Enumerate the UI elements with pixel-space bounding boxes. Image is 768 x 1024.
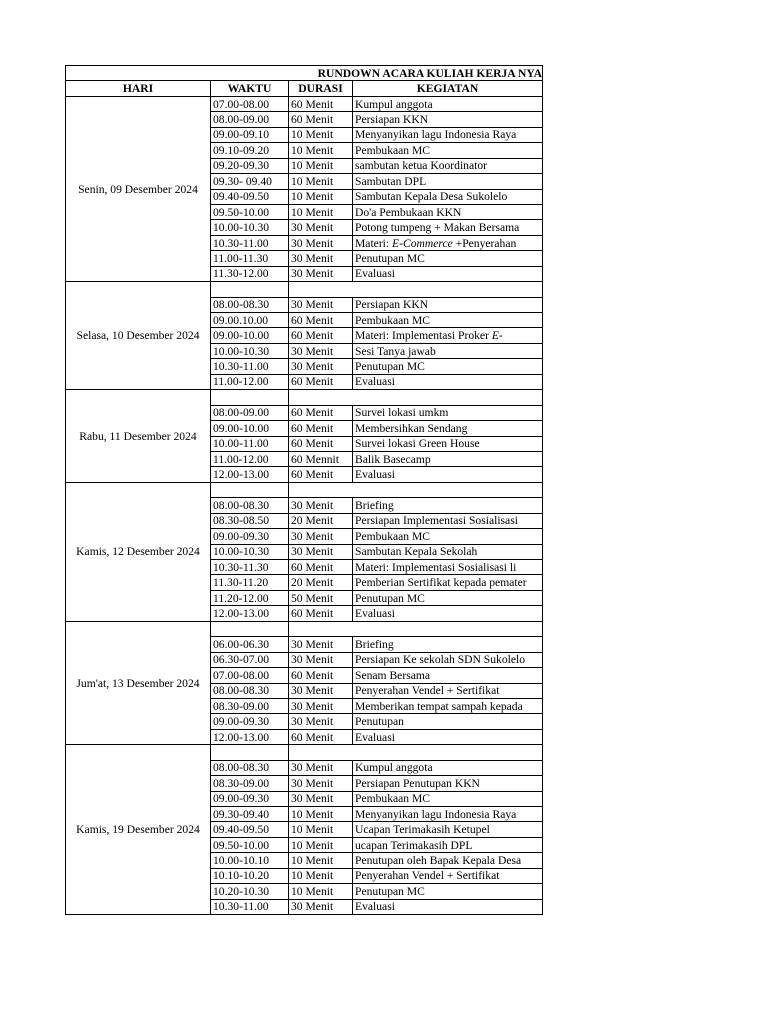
activity-cell bbox=[353, 328, 543, 343]
duration-cell: 30 Menit bbox=[289, 791, 353, 806]
time-cell: 09.20-09.30 bbox=[211, 158, 289, 173]
empty-cell bbox=[211, 282, 289, 297]
time-cell: 08.30-08.50 bbox=[211, 513, 289, 528]
activity-cell: Membersihkan Sendang bbox=[353, 421, 543, 436]
time-cell: 07.00-08.00 bbox=[211, 668, 289, 683]
day-label: Selasa, 10 Desember 2024 bbox=[66, 282, 211, 390]
empty-cell bbox=[211, 390, 289, 405]
activity-cell: Evaluasi bbox=[353, 467, 543, 482]
time-cell: 08.00-09.00 bbox=[211, 112, 289, 127]
duration-cell: 20 Menit bbox=[289, 575, 353, 590]
activity-cell: Materi: Implementasi Sosialisasi li bbox=[353, 560, 543, 575]
duration-cell: 50 Menit bbox=[289, 590, 353, 605]
activity-cell: Evaluasi bbox=[353, 374, 543, 389]
duration-cell: 60 Menit bbox=[289, 729, 353, 744]
time-cell: 10.00-11.00 bbox=[211, 436, 289, 451]
empty-cell bbox=[289, 745, 353, 760]
time-cell: 10.00-10.30 bbox=[211, 220, 289, 235]
title-row bbox=[66, 66, 543, 81]
duration-cell: 30 Menit bbox=[289, 251, 353, 266]
activity-cell: Menyanyikan lagu Indonesia Raya bbox=[353, 807, 543, 822]
duration-cell: 10 Menit bbox=[289, 853, 353, 868]
duration-cell: 60 Menit bbox=[289, 668, 353, 683]
duration-cell: 30 Menit bbox=[289, 359, 353, 374]
duration-cell: 30 Menit bbox=[289, 652, 353, 667]
activity-cell: Penutupan MC bbox=[353, 251, 543, 266]
activity-cell: Evaluasi bbox=[353, 266, 543, 281]
activity-cell: Sambutan Kepala Sekolah bbox=[353, 544, 543, 559]
activity-cell: Sambutan Kepala Desa Sukolelo bbox=[353, 189, 543, 204]
activity-cell: Persiapan Implementasi Sosialisasi bbox=[353, 513, 543, 528]
activity-cell: Evaluasi bbox=[353, 606, 543, 621]
empty-cell bbox=[353, 282, 543, 297]
time-cell: 09.00-09.30 bbox=[211, 714, 289, 729]
activity-cell: sambutan ketua Koordinator bbox=[353, 158, 543, 173]
duration-cell: 30 Menit bbox=[289, 343, 353, 358]
header-durasi: DURASI bbox=[289, 81, 353, 96]
time-cell: 10.30-11.30 bbox=[211, 560, 289, 575]
time-cell: 12.00-13.00 bbox=[211, 729, 289, 744]
activity-cell: Do'a Pembukaan KKN bbox=[353, 204, 543, 219]
activity-text: +Penyerahan bbox=[452, 236, 517, 250]
duration-cell: 10 Menit bbox=[289, 837, 353, 852]
activity-cell: Evaluasi bbox=[353, 729, 543, 744]
activity-cell: Pembukaan MC bbox=[353, 791, 543, 806]
time-cell: 08.00-08.30 bbox=[211, 683, 289, 698]
empty-cell bbox=[289, 621, 353, 636]
empty-cell bbox=[353, 621, 543, 636]
activity-cell: Menyanyikan lagu Indonesia Raya bbox=[353, 127, 543, 142]
duration-cell: 60 Menit bbox=[289, 560, 353, 575]
duration-cell: 10 Menit bbox=[289, 884, 353, 899]
time-cell: 08.30-09.00 bbox=[211, 698, 289, 713]
day-label: Kamis, 19 Desember 2024 bbox=[66, 745, 211, 915]
time-cell: 08.00-08.30 bbox=[211, 297, 289, 312]
header-hari: HARI bbox=[66, 81, 211, 96]
time-cell: 09.10-09.20 bbox=[211, 143, 289, 158]
day-label: Jum'at, 13 Desember 2024 bbox=[66, 621, 211, 745]
duration-cell: 10 Menit bbox=[289, 868, 353, 883]
duration-cell: 10 Menit bbox=[289, 143, 353, 158]
duration-cell: 60 Menit bbox=[289, 467, 353, 482]
day-separator-row bbox=[66, 282, 543, 297]
time-cell: 10.00-10.30 bbox=[211, 544, 289, 559]
time-cell: 12.00-13.00 bbox=[211, 606, 289, 621]
duration-cell: 30 Menit bbox=[289, 266, 353, 281]
time-cell: 06.00-06.30 bbox=[211, 637, 289, 652]
rundown-body bbox=[66, 66, 543, 915]
duration-cell: 10 Menit bbox=[289, 158, 353, 173]
activity-cell: Pemberian Sertifikat kepada pemater bbox=[353, 575, 543, 590]
activity-cell: Kumpul anggota bbox=[353, 96, 543, 111]
activity-text: Materi: Implementasi Proker bbox=[355, 329, 492, 343]
activity-cell: Penutupan oleh Bapak Kepala Desa bbox=[353, 853, 543, 868]
activity-text: Materi: bbox=[355, 236, 393, 250]
duration-cell: 60 Menit bbox=[289, 421, 353, 436]
time-cell: 11.20-12.00 bbox=[211, 590, 289, 605]
activity-cell: Kumpul anggota bbox=[353, 760, 543, 775]
duration-cell: 30 Menit bbox=[289, 529, 353, 544]
time-cell: 08.00-09.00 bbox=[211, 405, 289, 420]
time-cell: 09.00-10.00 bbox=[211, 328, 289, 343]
empty-cell bbox=[211, 621, 289, 636]
day-label: Kamis, 12 Desember 2024 bbox=[66, 482, 211, 621]
activity-cell: Memberikan tempat sampah kepada bbox=[353, 698, 543, 713]
empty-cell bbox=[211, 482, 289, 497]
time-cell: 12.00-13.00 bbox=[211, 467, 289, 482]
header-waktu: WAKTU bbox=[211, 81, 289, 96]
empty-cell bbox=[353, 390, 543, 405]
duration-cell: 30 Menit bbox=[289, 776, 353, 791]
duration-cell: 30 Menit bbox=[289, 544, 353, 559]
time-cell: 11.00-12.00 bbox=[211, 451, 289, 466]
header-kegiatan: KEGIATAN bbox=[353, 81, 543, 96]
empty-cell bbox=[353, 482, 543, 497]
duration-cell: 10 Menit bbox=[289, 127, 353, 142]
activity-cell: Persiapan KKN bbox=[353, 297, 543, 312]
time-cell: 09.00.10.00 bbox=[211, 313, 289, 328]
time-cell: 10.00-10.10 bbox=[211, 853, 289, 868]
duration-cell: 30 Menit bbox=[289, 899, 353, 914]
time-cell: 09.00-09.30 bbox=[211, 529, 289, 544]
activity-italic-text: E- bbox=[491, 329, 503, 343]
activity-cell: Briefing bbox=[353, 498, 543, 513]
activity-cell: Pembukaan MC bbox=[353, 143, 543, 158]
activity-cell: Briefing bbox=[353, 637, 543, 652]
activity-cell: Survei lokasi Green House bbox=[353, 436, 543, 451]
duration-cell: 30 Menit bbox=[289, 235, 353, 250]
activity-cell: Persiapan Penutupan KKN bbox=[353, 776, 543, 791]
schedule-row bbox=[66, 96, 543, 111]
activity-cell: Balik Basecamp bbox=[353, 451, 543, 466]
duration-cell: 30 Menit bbox=[289, 760, 353, 775]
activity-cell: Potong tumpeng + Makan Bersama bbox=[353, 220, 543, 235]
duration-cell: 60 Menit bbox=[289, 606, 353, 621]
activity-cell: Evaluasi bbox=[353, 899, 543, 914]
duration-cell: 30 Menit bbox=[289, 297, 353, 312]
duration-cell: 60 Menit bbox=[289, 405, 353, 420]
duration-cell: 10 Menit bbox=[289, 174, 353, 189]
activity-cell: Penutupan bbox=[353, 714, 543, 729]
activity-cell: Pembukaan MC bbox=[353, 313, 543, 328]
duration-cell: 30 Menit bbox=[289, 637, 353, 652]
header-row bbox=[66, 81, 543, 96]
duration-cell: 30 Menit bbox=[289, 683, 353, 698]
time-cell: 09.50-10.00 bbox=[211, 837, 289, 852]
time-cell: 09.40-09.50 bbox=[211, 822, 289, 837]
activity-cell: ucapan Terimakasih DPL bbox=[353, 837, 543, 852]
empty-cell bbox=[211, 745, 289, 760]
time-cell: 11.00-11.30 bbox=[211, 251, 289, 266]
activity-cell bbox=[353, 235, 543, 250]
duration-cell: 10 Menit bbox=[289, 822, 353, 837]
activity-cell: Sesi Tanya jawab bbox=[353, 343, 543, 358]
empty-cell bbox=[353, 745, 543, 760]
duration-cell: 10 Menit bbox=[289, 189, 353, 204]
empty-cell bbox=[289, 390, 353, 405]
activity-cell: Penutupan MC bbox=[353, 884, 543, 899]
day-label: Senin, 09 Desember 2024 bbox=[66, 96, 211, 281]
time-cell: 10.30-11.00 bbox=[211, 359, 289, 374]
rundown-table bbox=[65, 65, 543, 915]
day-separator-row bbox=[66, 482, 543, 497]
time-cell: 09.30-09.40 bbox=[211, 807, 289, 822]
activity-cell: Penutupan MC bbox=[353, 359, 543, 374]
time-cell: 06.30-07.00 bbox=[211, 652, 289, 667]
time-cell: 09.50-10.00 bbox=[211, 204, 289, 219]
time-cell: 07.00-08.00 bbox=[211, 96, 289, 111]
activity-italic-text: E-Commerce bbox=[392, 236, 453, 250]
time-cell: 10.30-11.00 bbox=[211, 899, 289, 914]
time-cell: 10.10-10.20 bbox=[211, 868, 289, 883]
duration-cell: 30 Menit bbox=[289, 698, 353, 713]
activity-cell: Survei lokasi umkm bbox=[353, 405, 543, 420]
time-cell: 09.00-09.30 bbox=[211, 791, 289, 806]
empty-cell bbox=[289, 482, 353, 497]
duration-cell: 60 Menit bbox=[289, 112, 353, 127]
activity-cell: Pembukaan MC bbox=[353, 529, 543, 544]
activity-cell: Ucapan Terimakasih Ketupel bbox=[353, 822, 543, 837]
day-separator-row bbox=[66, 390, 543, 405]
time-cell: 10.20-10.30 bbox=[211, 884, 289, 899]
document-title: RUNDOWN ACARA KULIAH KERJA NYA bbox=[66, 66, 543, 81]
time-cell: 11.30-12.00 bbox=[211, 266, 289, 281]
activity-cell: Penyerahan Vendel + Sertifikat bbox=[353, 683, 543, 698]
duration-cell: 30 Menit bbox=[289, 220, 353, 235]
time-cell: 08.30-09.00 bbox=[211, 776, 289, 791]
day-separator-row bbox=[66, 745, 543, 760]
duration-cell: 60 Menit bbox=[289, 96, 353, 111]
time-cell: 09.00-10.00 bbox=[211, 421, 289, 436]
empty-cell bbox=[289, 282, 353, 297]
time-cell: 08.00-08.30 bbox=[211, 498, 289, 513]
activity-cell: Penutupan MC bbox=[353, 590, 543, 605]
activity-cell: Senam Bersama bbox=[353, 668, 543, 683]
time-cell: 11.00-12.00 bbox=[211, 374, 289, 389]
time-cell: 10.30-11.00 bbox=[211, 235, 289, 250]
duration-cell: 10 Menit bbox=[289, 204, 353, 219]
duration-cell: 30 Menit bbox=[289, 714, 353, 729]
time-cell: 11.30-11.20 bbox=[211, 575, 289, 590]
activity-cell: Penyerahan Vendel + Sertifikat bbox=[353, 868, 543, 883]
day-label: Rabu, 11 Desember 2024 bbox=[66, 390, 211, 483]
duration-cell: 60 Mennit bbox=[289, 451, 353, 466]
duration-cell: 30 Menit bbox=[289, 498, 353, 513]
day-separator-row bbox=[66, 621, 543, 636]
activity-cell: Persiapan KKN bbox=[353, 112, 543, 127]
activity-cell: Sambutan DPL bbox=[353, 174, 543, 189]
activity-cell: Persiapan Ke sekolah SDN Sukolelo bbox=[353, 652, 543, 667]
time-cell: 09.00-09.10 bbox=[211, 127, 289, 142]
duration-cell: 60 Menit bbox=[289, 436, 353, 451]
time-cell: 09.30- 09.40 bbox=[211, 174, 289, 189]
time-cell: 09.40-09.50 bbox=[211, 189, 289, 204]
time-cell: 08.00-08.30 bbox=[211, 760, 289, 775]
duration-cell: 60 Menit bbox=[289, 328, 353, 343]
time-cell: 10.00-10.30 bbox=[211, 343, 289, 358]
duration-cell: 60 Menit bbox=[289, 374, 353, 389]
duration-cell: 10 Menit bbox=[289, 807, 353, 822]
duration-cell: 60 Menit bbox=[289, 313, 353, 328]
duration-cell: 20 Menit bbox=[289, 513, 353, 528]
